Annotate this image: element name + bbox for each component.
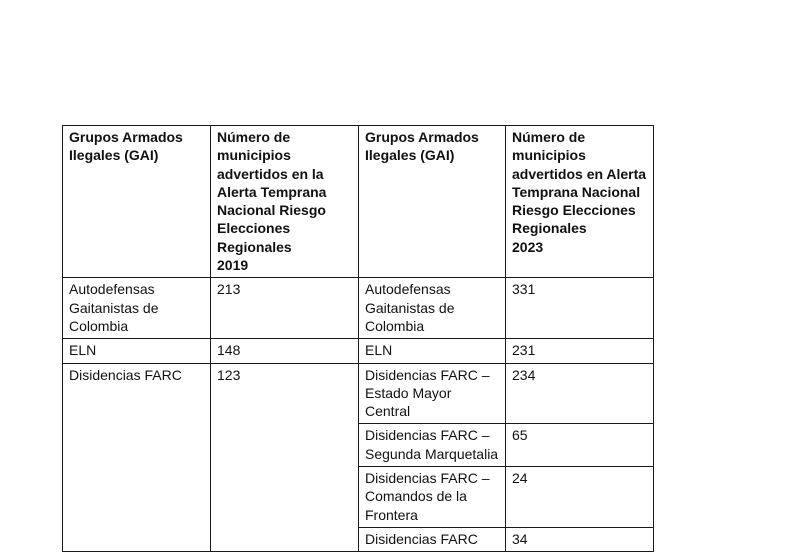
header-gai-2019: Grupos Armados Ilegales (GAI) (63, 126, 211, 278)
count-2023-cell: 24 (506, 467, 654, 528)
gai-2019-cell: Autodefensas Gaitanistas de Colombia (63, 278, 211, 339)
header-municipios-2023 (506, 126, 654, 278)
gai-2019-cell: ELN (63, 339, 211, 363)
gai-2023-cell: Disidencias FARC – Segunda Marquetalia (359, 424, 506, 467)
table-row (63, 339, 654, 363)
count-2019-cell: 213 (211, 278, 359, 339)
gai-2023-cell: Disidencias FARC – Estado Mayor Central (359, 363, 506, 424)
header-year-2019: 2019 (217, 257, 249, 274)
gai-2023-cell: ELN (359, 339, 506, 363)
header-gai-2023: Grupos Armados Ilegales (GAI) (359, 126, 506, 278)
count-2023-cell: 234 (506, 363, 654, 424)
count-2019-cell: 123 (211, 363, 359, 552)
gai-2019-cell: Disidencias FARC (63, 363, 211, 552)
header-row (63, 126, 654, 278)
gai-2023-cell: Autodefensas Gaitanistas de Colombia (359, 278, 506, 339)
count-2023-cell: 65 (506, 424, 654, 467)
header-municipios-2019 (211, 126, 359, 278)
header-municipios-2023-text: Número de municipios advertidos en Alerta Temprana Nacional Riesgo Elecciones Regionales (512, 129, 647, 237)
gai-comparison-table (62, 125, 654, 552)
table-row (63, 278, 654, 339)
header-municipios-2019-text: Número de municipios advertidos en la Alerta Temprana Nacional Riesgo Elecciones Regionales (217, 129, 327, 255)
count-2023-cell: 331 (506, 278, 654, 339)
count-2023-cell: 231 (506, 339, 654, 363)
count-2019-cell: 148 (211, 339, 359, 363)
count-2023-cell: 34 (506, 527, 654, 551)
table-row (63, 363, 654, 424)
header-year-2023: 2023 (512, 238, 544, 255)
gai-2023-cell: Disidencias FARC (359, 527, 506, 551)
gai-2023-cell: Disidencias FARC – Comandos de la Frontera (359, 467, 506, 528)
